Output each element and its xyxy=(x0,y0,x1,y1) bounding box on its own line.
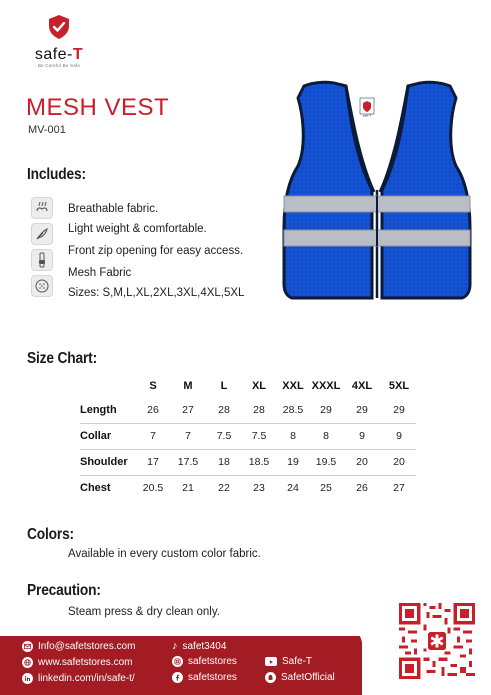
tiktok-icon: ♪ xyxy=(172,640,178,652)
table-cell: 7.5 xyxy=(206,423,242,449)
size-chart-heading: Size Chart: xyxy=(27,350,97,367)
size-header: XXL xyxy=(282,380,304,392)
zipper-icon xyxy=(31,249,53,271)
table-cell: 7.5 xyxy=(242,423,276,449)
size-header: XL xyxy=(251,380,267,392)
precaution-heading: Precaution: xyxy=(27,582,101,599)
table-row xyxy=(80,397,416,423)
mesh-vest-image xyxy=(276,78,478,304)
table-cell: 7 xyxy=(136,423,170,449)
table-cell: 26 xyxy=(356,482,368,495)
size-header: XXXL xyxy=(311,380,341,392)
feature-item: Mesh Fabric xyxy=(68,267,132,279)
feature-item: Sizes: S,M,L,XL,2XL,3XL,4XL,5XL xyxy=(68,287,245,299)
table-cell: 29 xyxy=(342,397,382,423)
table-cell: 18 xyxy=(206,449,242,475)
precaution-text: Steam press & dry clean only. xyxy=(68,606,220,618)
row-label: Length xyxy=(80,397,136,423)
table-cell: 21 xyxy=(182,482,194,495)
table-cell: 19.5 xyxy=(310,449,342,475)
table-cell: 20 xyxy=(342,449,382,475)
email-icon xyxy=(22,641,33,652)
size-header: S xyxy=(149,380,157,392)
instagram-icon xyxy=(172,656,183,667)
table-cell: 8 xyxy=(276,423,310,449)
size-header-corner xyxy=(80,375,136,397)
table-cell: 27 xyxy=(170,397,206,423)
table-cell: 17 xyxy=(136,449,170,475)
shield-check-icon xyxy=(48,14,70,40)
table-cell: 26 xyxy=(136,397,170,423)
footer-facebook[interactable] xyxy=(172,672,237,683)
table-cell: 7 xyxy=(170,423,206,449)
svg-text:safe-T: safe-T xyxy=(362,113,372,118)
linkedin-icon xyxy=(22,673,33,684)
footer-instagram[interactable] xyxy=(172,656,237,667)
colors-heading: Colors: xyxy=(27,526,74,543)
footer-snapchat[interactable] xyxy=(265,672,335,683)
table-cell: 28.5 xyxy=(276,397,310,423)
size-header-row xyxy=(80,375,416,397)
footer-snapchat-text: SafetOfficial xyxy=(281,672,335,683)
size-header: L xyxy=(220,380,228,392)
table-row xyxy=(80,449,416,475)
size-header: M xyxy=(183,380,193,392)
footer-website[interactable] xyxy=(22,657,132,668)
footer-linkedin[interactable] xyxy=(22,673,135,684)
footer-facebook-text: safetstores xyxy=(188,672,237,683)
facebook-icon xyxy=(172,672,183,683)
snapchat-icon xyxy=(265,672,276,683)
table-cell: 29 xyxy=(310,397,342,423)
table-row xyxy=(80,423,416,449)
feature-item: Front zip opening for easy access. xyxy=(68,245,244,257)
table-cell: 24 xyxy=(287,482,299,495)
table-cell: 9 xyxy=(382,423,416,449)
product-code: MV-001 xyxy=(28,124,66,136)
footer-email[interactable] xyxy=(22,641,135,652)
includes-heading: Includes: xyxy=(27,166,86,183)
mesh-icon xyxy=(31,275,53,297)
feature-item: Breathable fabric. xyxy=(68,203,159,215)
size-header: 4XL xyxy=(351,380,373,392)
table-cell: 22 xyxy=(218,482,230,495)
table-cell: 19 xyxy=(276,449,310,475)
colors-text: Available in every custom color fabric. xyxy=(68,548,261,560)
footer-youtube[interactable] xyxy=(265,656,312,667)
table-cell: 9 xyxy=(342,423,382,449)
brand-name: safe-T xyxy=(34,46,84,63)
footer-tiktok[interactable] xyxy=(172,640,226,652)
table-row xyxy=(80,475,416,501)
footer-tiktok-text: safet3404 xyxy=(182,640,227,652)
feature-icons xyxy=(31,197,55,301)
table-cell: 20.5 xyxy=(142,482,164,495)
row-label: Chest xyxy=(80,482,111,495)
footer-instagram-text: safetstores xyxy=(188,656,237,667)
table-cell: 27 xyxy=(393,482,405,495)
footer-website-text: www.safetstores.com xyxy=(38,657,133,668)
size-header: 5XL xyxy=(388,380,410,392)
feature-item: Light weight & comfortable. xyxy=(68,223,207,235)
table-cell: 29 xyxy=(382,397,416,423)
table-cell: 18.5 xyxy=(242,449,276,475)
footer-linkedin-text: linkedin.com/in/safe-t/ xyxy=(38,673,135,684)
table-cell: 25 xyxy=(320,482,332,495)
product-title: MESH VEST xyxy=(26,94,170,121)
table-cell: 20 xyxy=(382,449,416,475)
table-cell: 28 xyxy=(242,397,276,423)
brand-logo xyxy=(24,14,94,69)
youtube-icon xyxy=(265,657,277,666)
globe-icon xyxy=(22,657,33,668)
feather-icon xyxy=(31,223,53,245)
brand-tagline: Be Careful Be Safe xyxy=(37,63,81,68)
table-cell: 28 xyxy=(206,397,242,423)
footer-youtube-text: Safe-T xyxy=(282,656,313,667)
breathable-icon xyxy=(31,197,53,219)
size-chart-table xyxy=(80,375,416,501)
row-label: Collar xyxy=(80,423,136,449)
table-cell: 8 xyxy=(310,423,342,449)
table-cell: 17.5 xyxy=(170,449,206,475)
qr-code[interactable] xyxy=(399,603,475,679)
row-label: Shoulder xyxy=(80,449,136,475)
table-cell: 23 xyxy=(253,482,265,495)
footer-email-text: Info@safetstores.com xyxy=(38,641,136,652)
